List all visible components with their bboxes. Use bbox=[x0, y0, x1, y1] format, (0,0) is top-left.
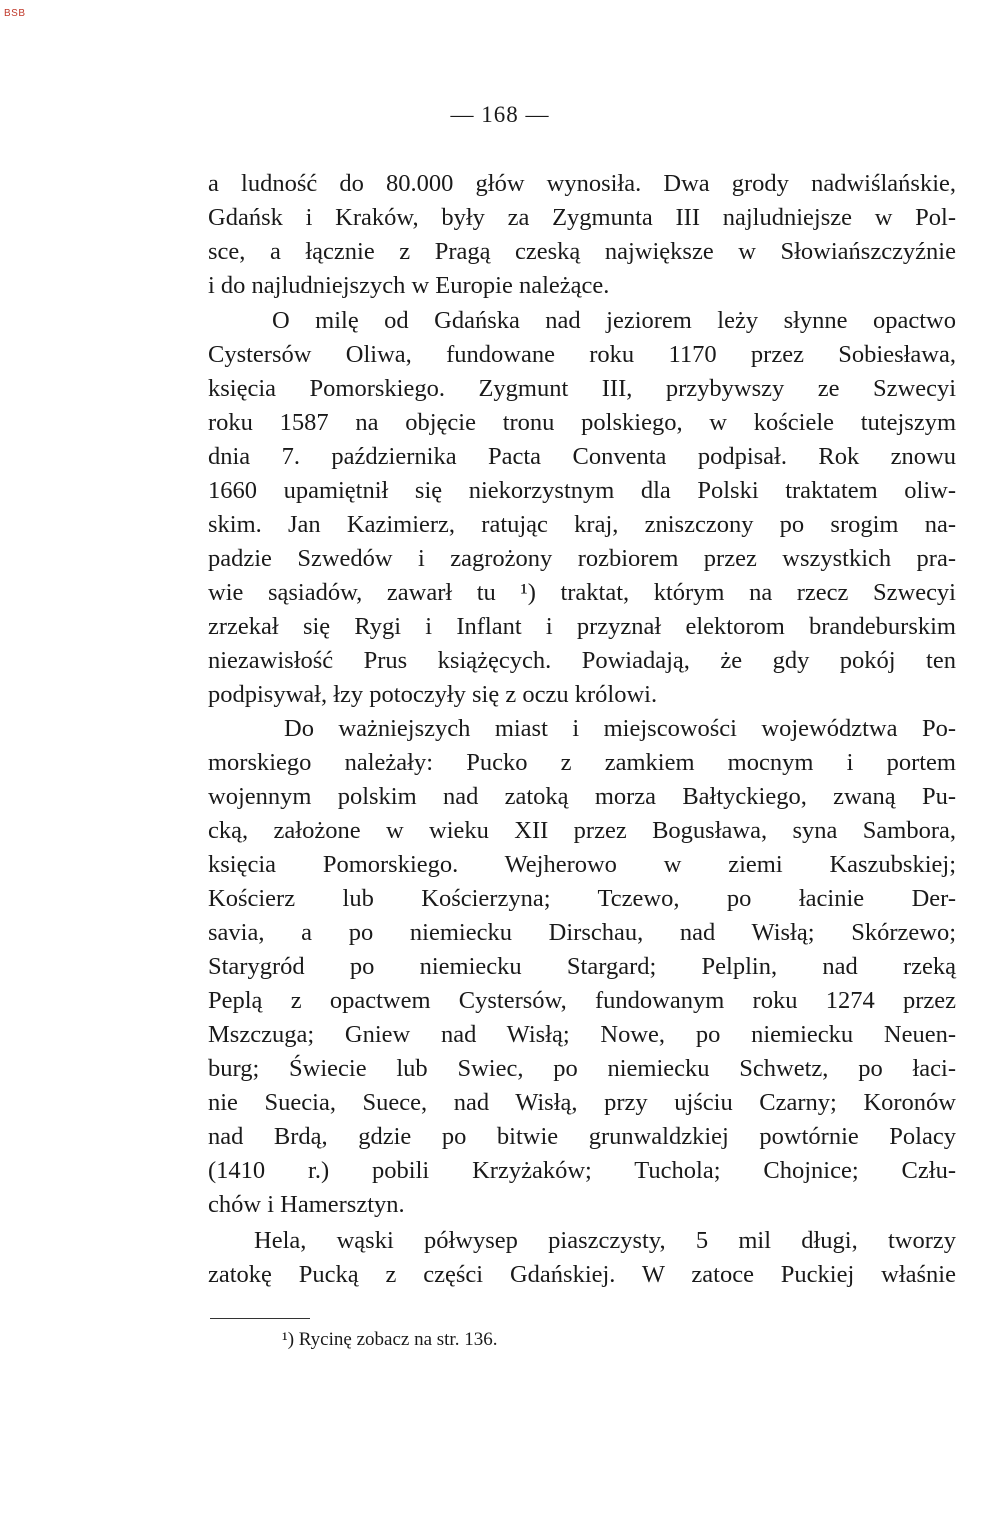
text-line: a ludność do 80.000 głów wynosiła. Dwa grody nadwiślańskie, bbox=[208, 170, 956, 197]
text-line: cką, założone w wieku XII przez Bogusława, syna Sambora, bbox=[208, 817, 956, 844]
text-line: księcia Pomorskiego. Wejherowo w ziemi Kaszubskiej; bbox=[208, 851, 956, 878]
library-mark: BSB bbox=[4, 8, 26, 19]
text-line: i do najludniejszych w Europie należące. bbox=[208, 272, 610, 299]
text-line: Gdańsk i Kraków, były za Zygmunta III najludniejsze w Pol- bbox=[208, 204, 956, 231]
text-line: podpisywał, łzy potoczyły się z oczu królowi. bbox=[208, 681, 658, 708]
text-line: morskiego należały: Pucko z zamkiem mocnym i portem bbox=[208, 749, 956, 776]
text-line: wojennym polskim nad zatoką morza Bałtyckiego, zwaną Pu- bbox=[208, 783, 956, 810]
text-line: 1660 upamiętnił się niekorzystnym dla Polski traktatem oliw- bbox=[208, 477, 956, 504]
text-line: burg; Świecie lub Swiec, po niemiecku Schwetz, po łaci- bbox=[208, 1055, 956, 1082]
text-line: niezawisłość Prus książęcych. Powiadają, że gdy pokój ten bbox=[208, 647, 956, 674]
text-line: roku 1587 na objęcie tronu polskiego, w kościele tutejszym bbox=[208, 409, 956, 436]
text-line: nad Brdą, gdzie po bitwie grunwaldzkiej powtórnie Polacy bbox=[208, 1123, 956, 1150]
text-line: chów i Hamersztyn. bbox=[208, 1191, 405, 1218]
footnote-divider bbox=[210, 1318, 310, 1319]
text-line: dnia 7. października Pacta Conventa podpisał. Rok znowu bbox=[208, 443, 956, 470]
text-line: savia, a po niemiecku Dirschau, nad Wisłą; Skórzewo; bbox=[208, 919, 956, 946]
text-line: Hela, wąski półwysep piaszczysty, 5 mil długi, tworzy bbox=[254, 1227, 956, 1254]
text-line: Peplą z opactwem Cystersów, fundowanym roku 1274 przez bbox=[208, 987, 956, 1014]
text-line: O milę od Gdańska nad jeziorem leży słynne opactwo bbox=[272, 307, 956, 334]
text-line: zatokę Pucką z części Gdańskiej. W zatoce Puckiej właśnie bbox=[208, 1261, 956, 1288]
text-line: (1410 r.) pobili Krzyżaków; Tuchola; Chojnice; Człu- bbox=[208, 1157, 956, 1184]
text-line: Do ważniejszych miast i miejscowości województwa Po- bbox=[284, 715, 956, 742]
page-number: — 168 — bbox=[450, 102, 550, 127]
text-line: księcia Pomorskiego. Zygmunt III, przybywszy ze Szwecyi bbox=[208, 375, 956, 402]
text-line: Kościerz lub Kościerzyna; Tczewo, po łacinie Der- bbox=[208, 885, 956, 912]
text-line: padzie Szwedów i zagrożony rozbiorem przez wszystkich pra- bbox=[208, 545, 956, 572]
text-line: zrzekał się Rygi i Inflant i przyznał elektorom brandeburskim bbox=[208, 613, 956, 640]
text-line: nie Suecia, Suece, nad Wisłą, przy ujściu Czarny; Koronów bbox=[208, 1089, 956, 1116]
footnote: ¹) Rycinę zobacz na str. 136. bbox=[282, 1329, 498, 1350]
text-line: skim. Jan Kazimierz, ratując kraj, zniszczony po srogim na- bbox=[208, 511, 956, 538]
text-line: sce, a łącznie z Pragą czeską największe w Słowiańszczyźnie bbox=[208, 238, 956, 265]
text-line: Cystersów Oliwa, fundowane roku 1170 przez Sobiesława, bbox=[208, 341, 956, 368]
text-line: wie sąsiadów, zawarł tu ¹) traktat, którym na rzecz Szwecyi bbox=[208, 579, 956, 606]
text-line: Starygród po niemiecku Stargard; Pelplin, nad rzeką bbox=[208, 953, 956, 980]
text-line: Mszczuga; Gniew nad Wisłą; Nowe, po niemiecku Neuen- bbox=[208, 1021, 956, 1048]
